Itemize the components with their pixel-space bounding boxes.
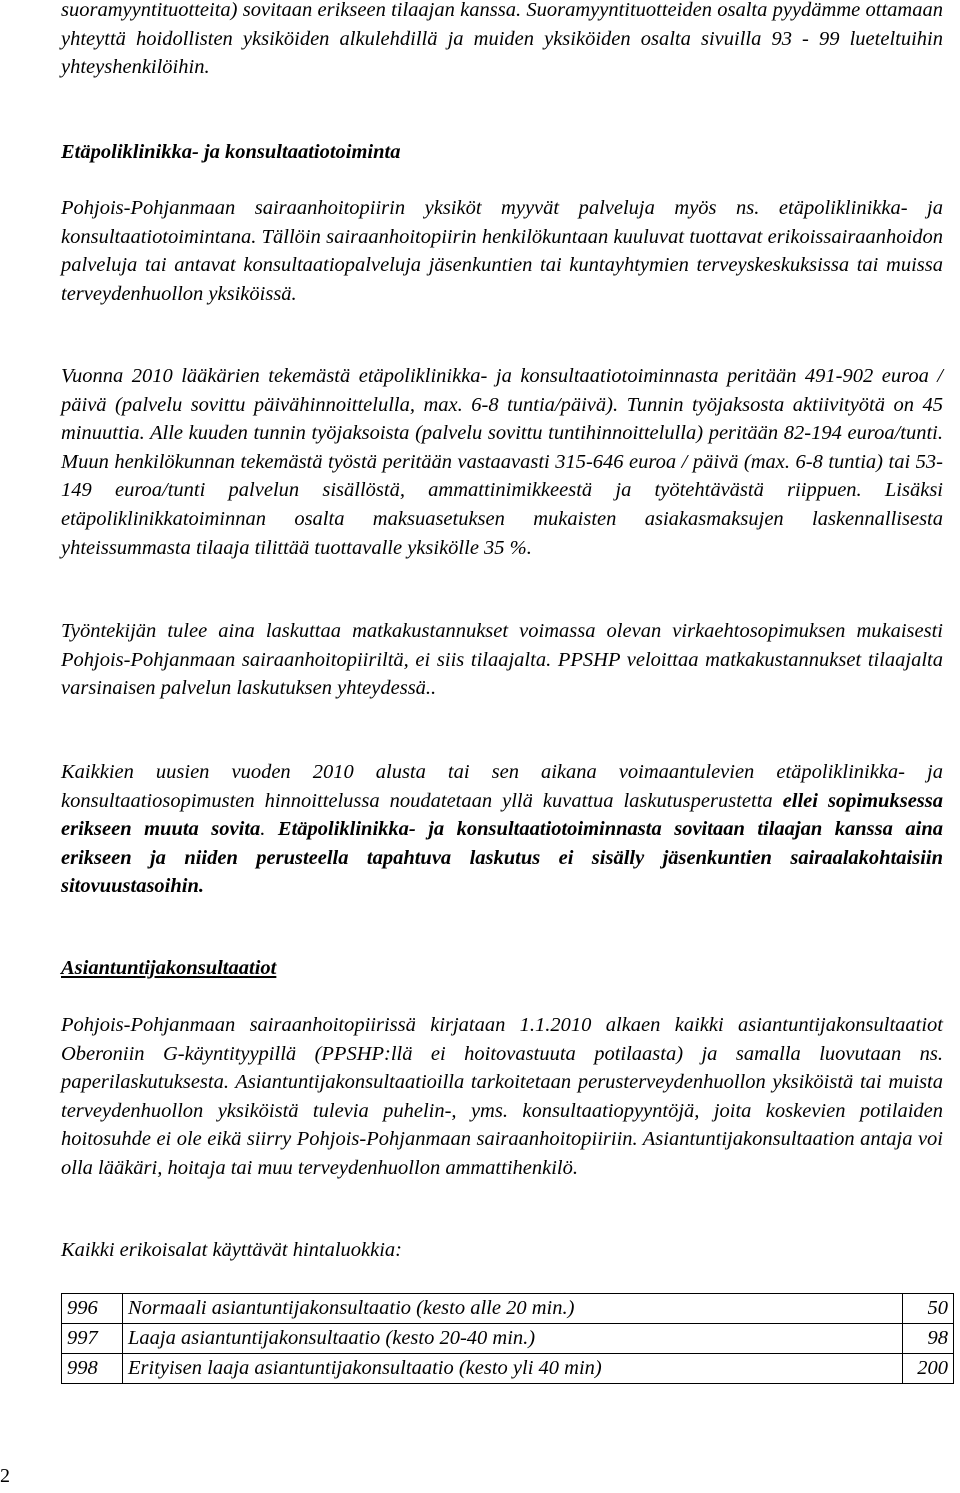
price-class-intro: Kaikki erikoisalat käyttävät hintaluokkia: [61, 1239, 403, 1261]
table-row [62, 1324, 954, 1354]
price-value: 98 [903, 1324, 954, 1354]
intro-paragraph: suoramyyntituotteita) sovitaan erikseen tilaajan kanssa. Suoramyyntituotteiden osalta pyydämme ottamaan yhteyttä hoidollisten yksiköiden alkulehdillä ja muiden yksiköiden osalta sivuilla 93 - 99 lueteltuihin yhteyshenkilöihin. [61, 0, 943, 79]
billing-basis-text: Kaikkien uusien vuoden 2010 alusta tai sen aikana voimaantulevien etäpoliklinikka- ja konsultaatiosopimusten hinnoittelussa noudatetaan yllä kuvattua laskutusperustetta [61, 761, 943, 812]
price-description: Laaja asiantuntijakonsultaatio (kesto 20-40 min.) [123, 1324, 903, 1354]
remote-clinic-description: Pohjois-Pohjanmaan sairaanhoitopiirin yksiköt myyvät palveluja myös ns. etäpoliklinikka- ja konsultaatiotoimintana. Tällöin sairaanhoitopiirin henkilökuntaan kuuluvat tuottavat erikoissairaanhoidon palveluja tai antavat konsultaatiopalveluja jäsenkuntien tai kuntayhtymien terveyskeskuksissa tai muissa terveydenhuollon yksiköissä. [61, 197, 943, 305]
billing-separator: . [260, 818, 278, 841]
price-value: 50 [903, 1294, 954, 1324]
table-row [62, 1354, 954, 1384]
page-number: 2 [0, 1465, 10, 1487]
remote-clinic-pricing: Vuonna 2010 lääkärien tekemästä etäpoliklinikka- ja konsultaatiotoiminnasta peritään 491-902 euroa / päivä (palvelu sovittu päivähinnoittelulla, max. 6-8 tuntia/päivä). Tunnin työjaksosta aktiivityötä on 45 minuuttia. Alle kuuden tunnin työjaksoista (palvelu sovittu tuntihinnoittelulla) peritään 82-194 euroa/tunti. Muun henkilökunnan tekemästä työstä peritään vastaavasti 315-646 euroa / päivä (max. 6-8 tuntia) tai 53-149 euroa/tunti palvelun sisällöstä, ammattinimikkeestä ja työtehtävästä riippuen. Lisäksi etäpoliklinikkatoiminnan osalta maksuasetuksen mukaisten asiakasmaksujen laskennallisesta yhteissummasta tilaaja tilittää tuottavalle yksikölle 35 %. [61, 365, 943, 559]
travel-costs-paragraph: Työntekijän tulee aina laskuttaa matkakustannukset voimassa olevan virkaehtosopimuksen mukaisesti Pohjois-Pohjanmaan sairaanhoitopiiriltä, ei siis tilaajalta. PPSHP veloittaa matkakustannukset tilaajalta varsinaisen palvelun laskutuksen yhteydessä.. [61, 620, 943, 700]
billing-basis-paragraph [61, 758, 943, 901]
billing-exception-text: ellei sopimuksessa erikseen muuta sovita [61, 789, 943, 841]
section-heading-remote-clinic: Etäpoliklinikka- ja konsultaatiotoiminta [61, 141, 401, 163]
price-description: Normaali asiantuntijakonsultaatio (kesto alle 20 min.) [123, 1294, 903, 1324]
price-description: Erityisen laaja asiantuntijakonsultaatio (kesto yli 40 min) [123, 1354, 903, 1384]
price-code: 997 [62, 1324, 123, 1354]
billing-agreement-text: Etäpoliklinikka- ja konsultaatiotoiminnasta sovitaan tilaajan kanssa aina erikseen ja niiden perusteella tapahtuva laskutus ei sisälly jäsenkuntien sairaalakohtaisiin sitovuustasoihin. [61, 818, 943, 898]
section-heading-expert-consultations: Asiantuntijakonsultaatiot [61, 957, 277, 979]
price-code: 996 [62, 1294, 123, 1324]
expert-consultations-description: Pohjois-Pohjanmaan sairaanhoitopiirissä kirjataan 1.1.2010 alkaen kaikki asiantuntijakonsultaatiot Oberoniin G-käyntityypillä (PPSHP:llä ei hoitovastuuta potilaasta) ja samalla luovutaan ns. paperilaskutuksesta. Asiantuntijakonsultaatioilla tarkoitetaan perusterveydenhuollon yksiköistä tai muista terveydenhuollon yksiköistä tulevia puhelin-, yms. konsultaatiopyyntöjä, joita koskevien potilaiden hoitosuhde ei ole eikä siirry Pohjois-Pohjanmaan sairaanhoitopiiriin. Asiantuntijakonsultaation antaja voi olla lääkäri, hoitaja tai muu terveydenhuollon ammattihenkilö. [61, 1014, 943, 1179]
price-code: 998 [62, 1354, 123, 1384]
table-row [62, 1294, 954, 1324]
price-class-table [61, 1293, 954, 1384]
price-value: 200 [903, 1354, 954, 1384]
